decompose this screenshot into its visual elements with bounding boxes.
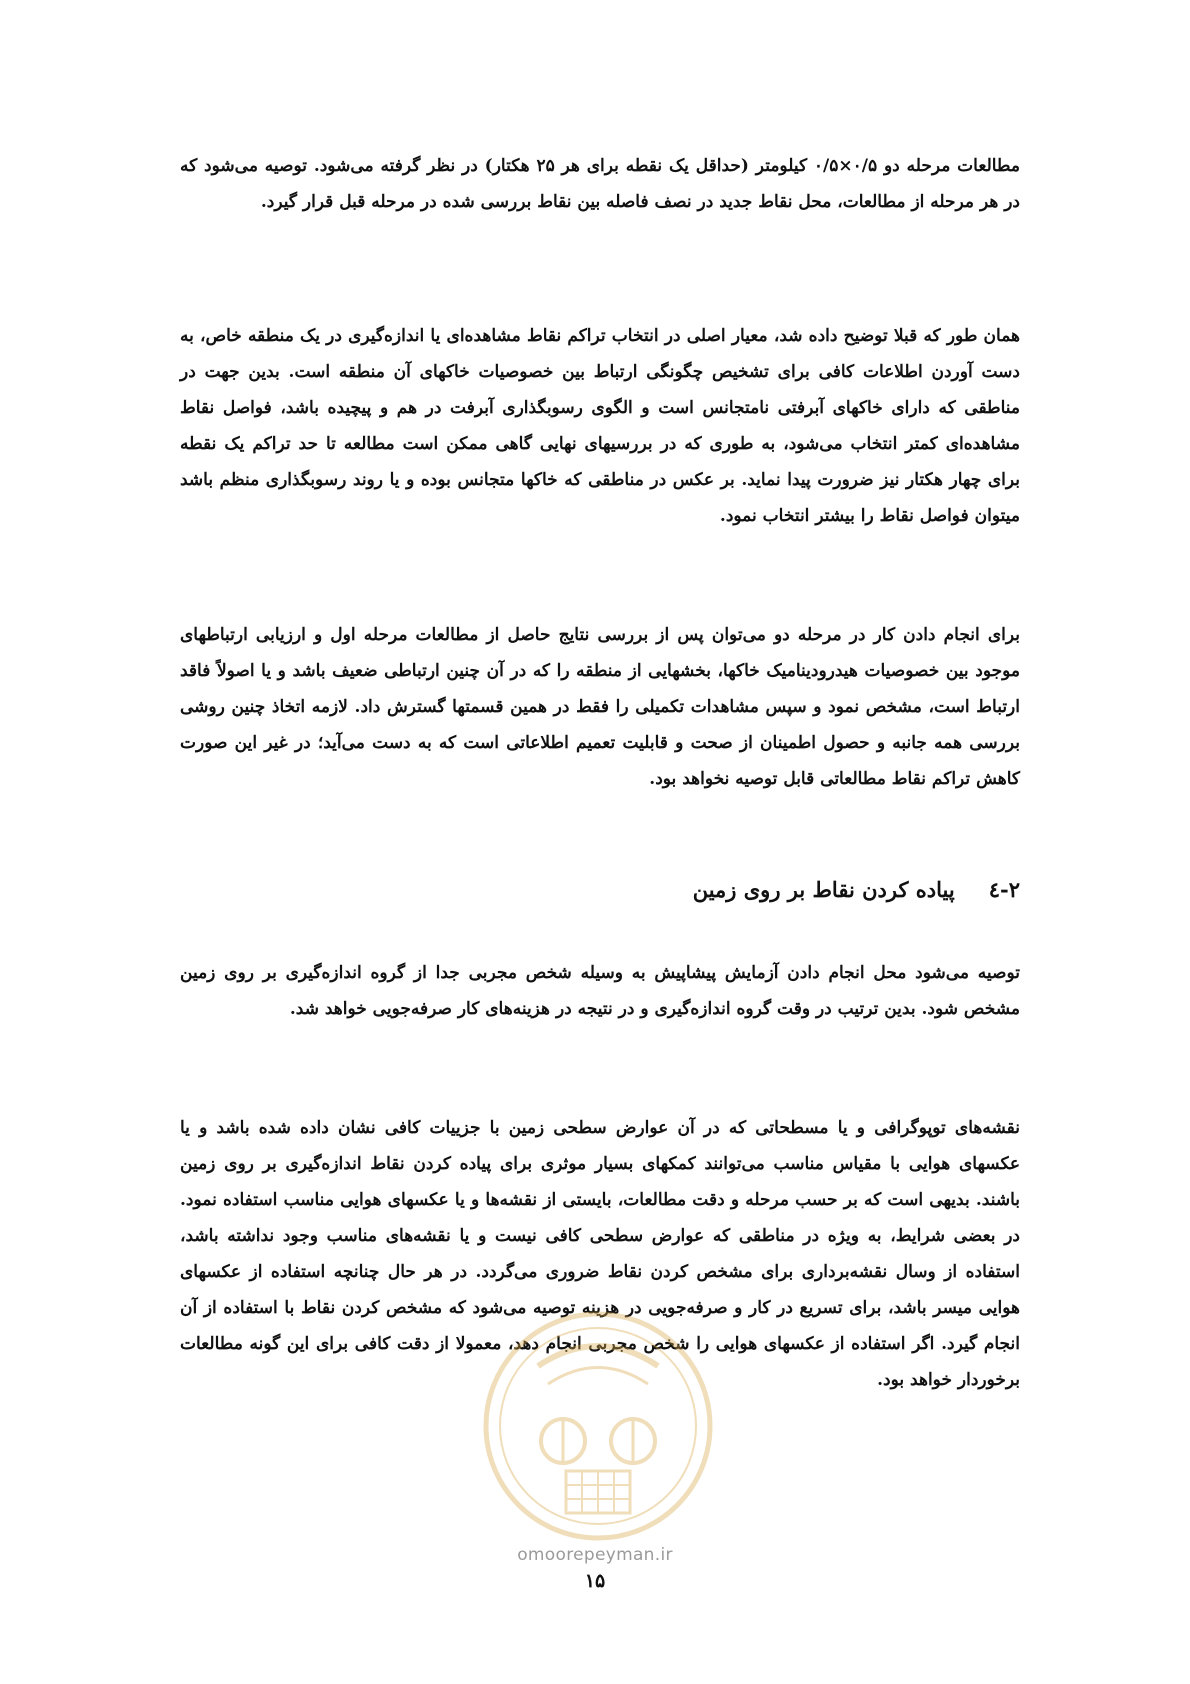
- watermark-site-text: omoorepeyman.ir: [517, 1545, 673, 1565]
- section-title: پیاده کردن نقاط بر روی زمین: [692, 877, 955, 902]
- paragraph-2: همان طور که قبلا توضیح داده شد، معیار اصلی در انتخاب تراکم نقاط مشاهده‌ای یا اندازه‌گیری در یک منطقه خاص، به دست آوردن اطلاعات کافی برای تشخیص چگونگی ارتباط بین خصوصیات خاکهای آن منطقه است. بدین جهت در مناطقی که دارای خاکهای آبرفتی نامتجانس است و الگوی رسوبگذاری آبرفت در هم و پیچیده باشد، فواصل نقاط مشاهده‌ای کمتر انتخاب می‌شود، به طوری که در بررسیهای نهایی گاهی ممکن است مطالعه تا حد تراکم یک نقطه برای چهار هکتار نیز ضرورت پیدا نماید. بر عکس در مناطقی که خاکها متجانس بوده و یا روند رسوبگذاری منظم باشد میتوان فواصل نقاط را بیشتر انتخاب نمود.: [180, 326, 1020, 526]
- paragraph-3: برای انجام دادن کار در مرحله دو می‌توان پس از بررسی نتایج حاصل از مطالعات مرحله اول و ارزیابی ارتباطهای موجود بین خصوصیات هیدرودینامیک خاکها، بخشهایی از منطقه را که در آن چنین ارتباطی ضعیف باشد و یا اصولاً فاقد ارتباط است، مشخص نمود و سپس مشاهدات تکمیلی را فقط در همین قسمتها گسترش داد. لازمه اتخاذ چنین روشی بررسی همه جانبه و حصول اطمینان از صحت و قابلیت تعمیم اطلاعاتی است که به دست می‌آید؛ در غیر این صورت کاهش تراکم نقاط مطالعاتی قابل توصیه نخواهد بود.: [180, 625, 1020, 789]
- paragraph-4: توصیه می‌شود محل انجام دادن آزمایش پیشاپیش به وسیله شخص مجربی جدا از گروه اندازه‌گیری بر روی زمین مشخص شود. بدین ترتیب در وقت گروه اندازه‌گیری و در نتیجه در هزینه‌های کار صرفه‌جویی خواهد شد.: [180, 963, 1020, 1019]
- paragraph-1: مطالعات مرحله دو ۰/۵×۰/۵ کیلومتر (حداقل یک نقطه برای هر ۲۵ هکتار) در نظر گرفته می‌شود. توصیه می‌شود که در هر مرحله از مطالعات، محل نقاط جدید در نصف فاصله بین نقاط بررسی شده در مرحله قبل قرار گیرد.: [180, 156, 1020, 212]
- section-heading: [180, 872, 1020, 908]
- paragraph-5: نقشه‌های توپوگرافی و یا مسطحاتی که در آن عوارض سطحی زمین با جزییات کافی نشان داده شده باشد و یا عکسهای هوایی با مقیاس مناسب می‌توانند کمکهای بسیار موثری برای پیاده کردن نقاط اندازه‌گیری بر روی زمین باشند. بدیهی است که بر حسب مرحله و دقت مطالعات، بایستی از نقشه‌ها و یا عکسهای هوایی مناسب استفاده نمود. در بعضی شرایط، به ویژه در مناطقی که عوارض سطحی کافی نیست و یا نقشه‌های مناسب وجود نداشته باشد، استفاده از وسال نقشه‌برداری برای مشخص کردن نقاط ضروری می‌گردد. در هر حال چنانچه استفاده از عکسهای هوایی میسر باشد، برای تسریع در کار و صرفه‌جویی در هزینه توصیه می‌شود که مشخص کردن نقاط با استفاده از آن انجام گیرد. اگر استفاده از عکسهای هوایی را شخص مجربی انجام دهد، معمولا از دقت کافی برای این گونه مطالعات برخوردار خواهد بود.: [180, 1118, 1020, 1390]
- page-number: ۱۵: [584, 1570, 606, 1592]
- section-number: ۲-٤: [988, 877, 1020, 902]
- watermark-site: [480, 1545, 710, 1565]
